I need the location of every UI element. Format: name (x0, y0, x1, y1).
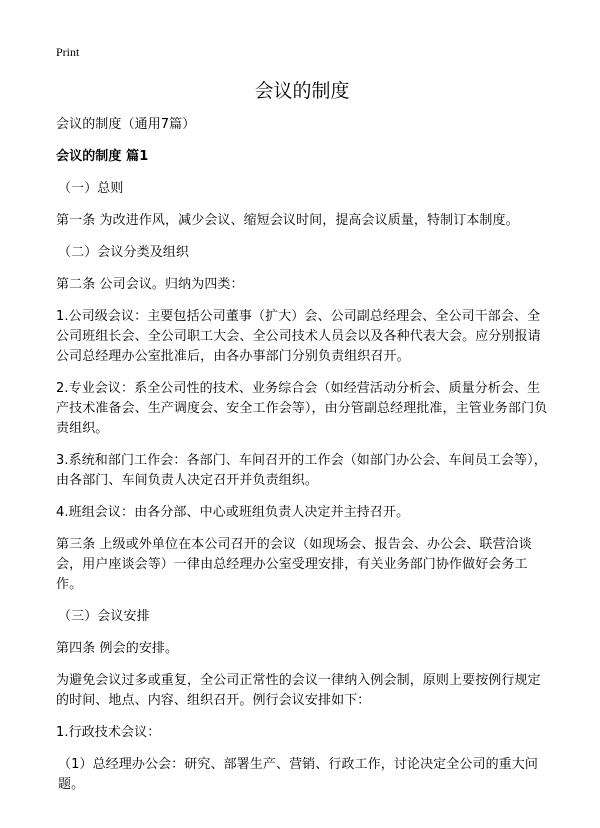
print-label: Print (56, 45, 80, 59)
article-paragraph: 第二条 公司会议。归纳为四类： (56, 277, 244, 292)
section-heading: 会议的制度 篇1 (56, 149, 149, 164)
list-paragraph: （1）总经理办公会：研究、部署生产、营销、行政工作，讨论决定全公司的重大问题。 (58, 757, 538, 792)
list-paragraph: 1.行政技术会议： (56, 725, 161, 740)
article-paragraph: 第一条 为改进作风，减少会议、缩短会议时间，提高会议质量，特制订本制度。 (56, 213, 519, 228)
chapter-heading: （一）总则 (58, 181, 124, 196)
document-body (56, 115, 548, 795)
document-title: 会议的制度 (254, 80, 350, 102)
article-paragraph: 第四条 例会的安排。 (56, 641, 179, 656)
document-subtitle: 会议的制度（通用7篇） (56, 117, 196, 132)
list-paragraph: 3.系统和部门工作会：各部门、车间召开的工作会（如部门办公会、车间员工会等），由各部门、车间负责人决定召开并负责组织。 (56, 453, 547, 488)
article-paragraph: 第三条 上级或外单位在本公司召开的会议（如现场会、报告会、办公会、联营洽谈会，用户座谈会等）一律由总经理办公室受理安排，有关业务部门协作做好会务工作。 (56, 537, 532, 592)
list-paragraph: 1.公司级会议：主要包括公司董事（扩大）会、公司副总经理会、全公司干部会、全公司班组长会、全公司职工大会、全公司技术人员会以及各种代表大会。应分别报请公司总经理办公室批准后，由各办事部门分别负责组织召开。 (56, 309, 541, 364)
body-paragraph: 为避免会议过多或重复，全公司正常性的会议一律纳入例会制，原则上要按例行规定的时间、地点、内容、组织召开。例行会议安排如下： (56, 673, 541, 708)
chapter-heading: （二）会议分类及组织 (58, 245, 190, 260)
list-paragraph: 2.专业会议：系全公司性的技术、业务综合会（如经营活动分析会、质量分析会、生产技术准备会、生产调度会、安全工作会等），由分管副总经理批准，主管业务部门负责组织。 (56, 381, 548, 436)
chapter-heading: （三）会议安排 (58, 609, 150, 624)
list-paragraph: 4.班组会议：由各分部、中心或班组负责人决定并主持召开。 (56, 505, 410, 520)
